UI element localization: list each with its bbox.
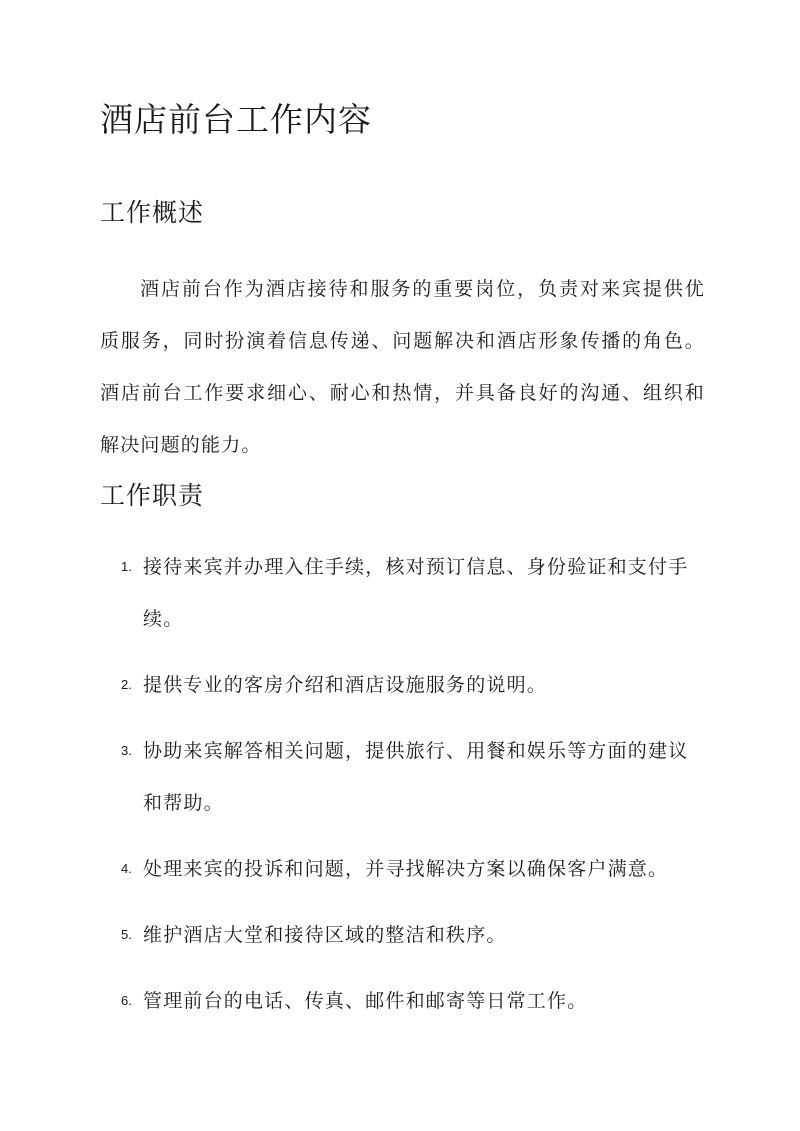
duty-list bbox=[0, 541, 800, 1041]
document-title: 酒店前台工作内容 bbox=[100, 100, 372, 139]
duty-item-5 bbox=[0, 909, 690, 961]
duty-text: 接待来宾并办理入住手续，核对预订信息、身份验证和支付手续。 bbox=[143, 556, 689, 630]
duty-text: 管理前台的电话、传真、邮件和邮寄等日常工作。 bbox=[143, 990, 588, 1012]
duty-number: 5. bbox=[121, 927, 132, 942]
duty-item-3 bbox=[0, 725, 690, 829]
duty-item-2 bbox=[0, 659, 690, 711]
duty-item-4 bbox=[0, 843, 690, 895]
duty-number: 4. bbox=[121, 861, 132, 876]
overview-paragraph: 酒店前台作为酒店接待和服务的重要岗位，负责对来宾提供优质服务，同时扮演着信息传递、问题解决和酒店形象传播的角色。酒店前台工作要求细心、耐心和热情，并具备良好的沟通、组织和解决问题的能力。 bbox=[100, 278, 705, 456]
duty-item-1 bbox=[0, 541, 690, 645]
duty-text: 处理来宾的投诉和问题，并寻找解决方案以确保客户满意。 bbox=[143, 858, 669, 880]
duty-text: 提供专业的客房介绍和酒店设施服务的说明。 bbox=[143, 674, 548, 696]
duty-number: 2. bbox=[121, 677, 132, 692]
section-heading-overview: 工作概述 bbox=[100, 198, 205, 227]
section-heading-duties: 工作职责 bbox=[100, 481, 205, 510]
duty-number: 1. bbox=[121, 559, 132, 574]
duty-number: 6. bbox=[121, 993, 132, 1008]
duty-number: 3. bbox=[121, 743, 132, 758]
duty-item-6 bbox=[0, 975, 690, 1027]
duty-text: 维护酒店大堂和接待区域的整洁和秩序。 bbox=[143, 924, 507, 946]
duty-text: 协助来宾解答相关问题，提供旅行、用餐和娱乐等方面的建议和帮助。 bbox=[143, 740, 689, 814]
